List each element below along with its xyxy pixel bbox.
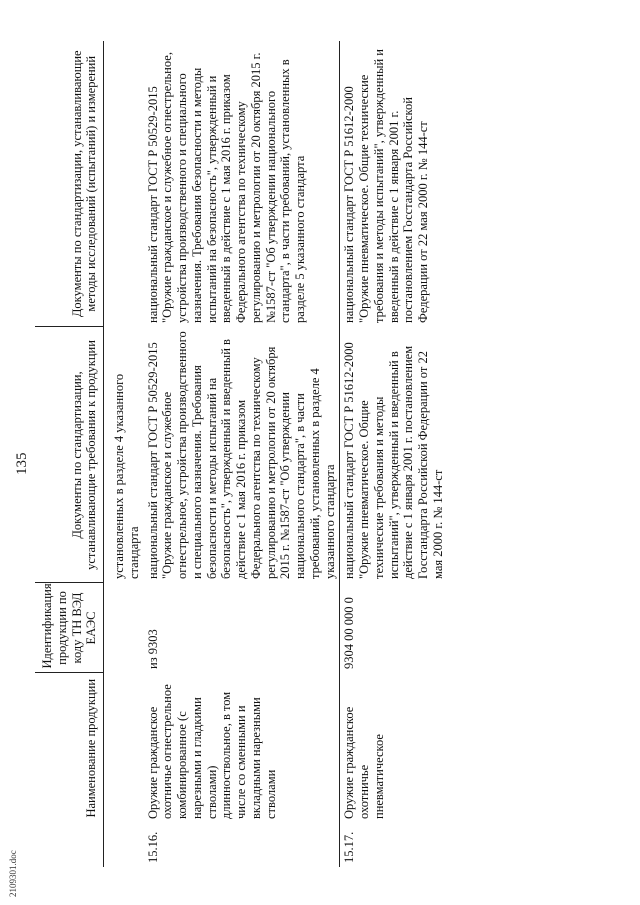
methods-doc: национальный стандарт ГОСТ Р 50529-2015 "Оружие гражданское и служебное огнестрельное, устройства производственного и специального назначения. Требования безопасности и методы испытаний на безопасность", утвержденный и введенный в действие с 1 мая 2016 г. приказом Федерального агентства по техническому регулированию и метрологии от 20 октября 2015 г. №1587-ст "Об утверждении национального стандарта", в части требований, установленных в разделе 5 указанного стандарта (145, 52, 307, 323)
row-number: 15.16. (145, 831, 160, 863)
continuation-text: установленных в разделе 4 указанного стандарта (112, 373, 141, 579)
methods-doc: национальный стандарт ГОСТ Р 51612-2000 "Оружие пневматическое. Общие технические требования и методы испытаний", утвержденный и введенный в действие с 1 января 2001 г. постановлением Госстандарта Российской Федерации от 22 мая 2000 г. № 144-ст (340, 41, 448, 327)
table-row (144, 41, 340, 867)
requirements-doc: национальный стандарт ГОСТ Р 51612-2000 "Оружие пневматическое. Общие технические требования и методы испытаний", утвержденный и введенный в действие с 1 января 2001 г. постановлением Госстандарта Российской Федерации от 22 мая 2000 г. № 144-ст (340, 327, 448, 583)
continuation-row (104, 41, 144, 867)
product-code: из 9303 (145, 629, 160, 669)
product-code: 9304 00 000 0 (340, 583, 448, 673)
page-number: 135 (14, 452, 30, 475)
standards-table (35, 41, 448, 867)
product-name: Оружие гражданское охотничье пневматическое (340, 673, 448, 823)
row-number: 15.17. (340, 823, 448, 867)
header-methods: Документы по стандартизации, устанавливающие методы исследований (испытаний) и измерений (35, 41, 104, 327)
header-name: Наименование продукции (84, 678, 99, 818)
footer-filename: 2109301.doc (8, 850, 18, 897)
table-row (340, 41, 448, 867)
requirements-doc: национальный стандарт ГОСТ Р 50529-2015 "Оружие гражданское и служебное огнестрельное, устройства производственного и специального назначения. Требования безопасности и методы испытаний на безопасность", утвержденный и введенный в действие с 1 мая 2016 г. приказом Федерального агентства по техническому регулированию и метрологии от 20 октября 2015 г. №1587-ст "Об утверждении национального стандарта", в части требований, установленных в разделе 4 указанного стандарта (145, 331, 337, 579)
header-requirements: Документы по стандартизации, устанавливающие требования к продукции (35, 327, 104, 583)
product-name: Оружие гражданское охотничье огнестрельное комбинированное (с нарезными и гладкими стволами) длинноствольное, в том числе со сменными и вкладными нарезными стволами (145, 684, 278, 819)
header-row (35, 41, 104, 867)
header-code: Идентификация продукции по коду ТН ВЭД ЕАЭС (35, 583, 104, 673)
header-num (35, 823, 104, 867)
